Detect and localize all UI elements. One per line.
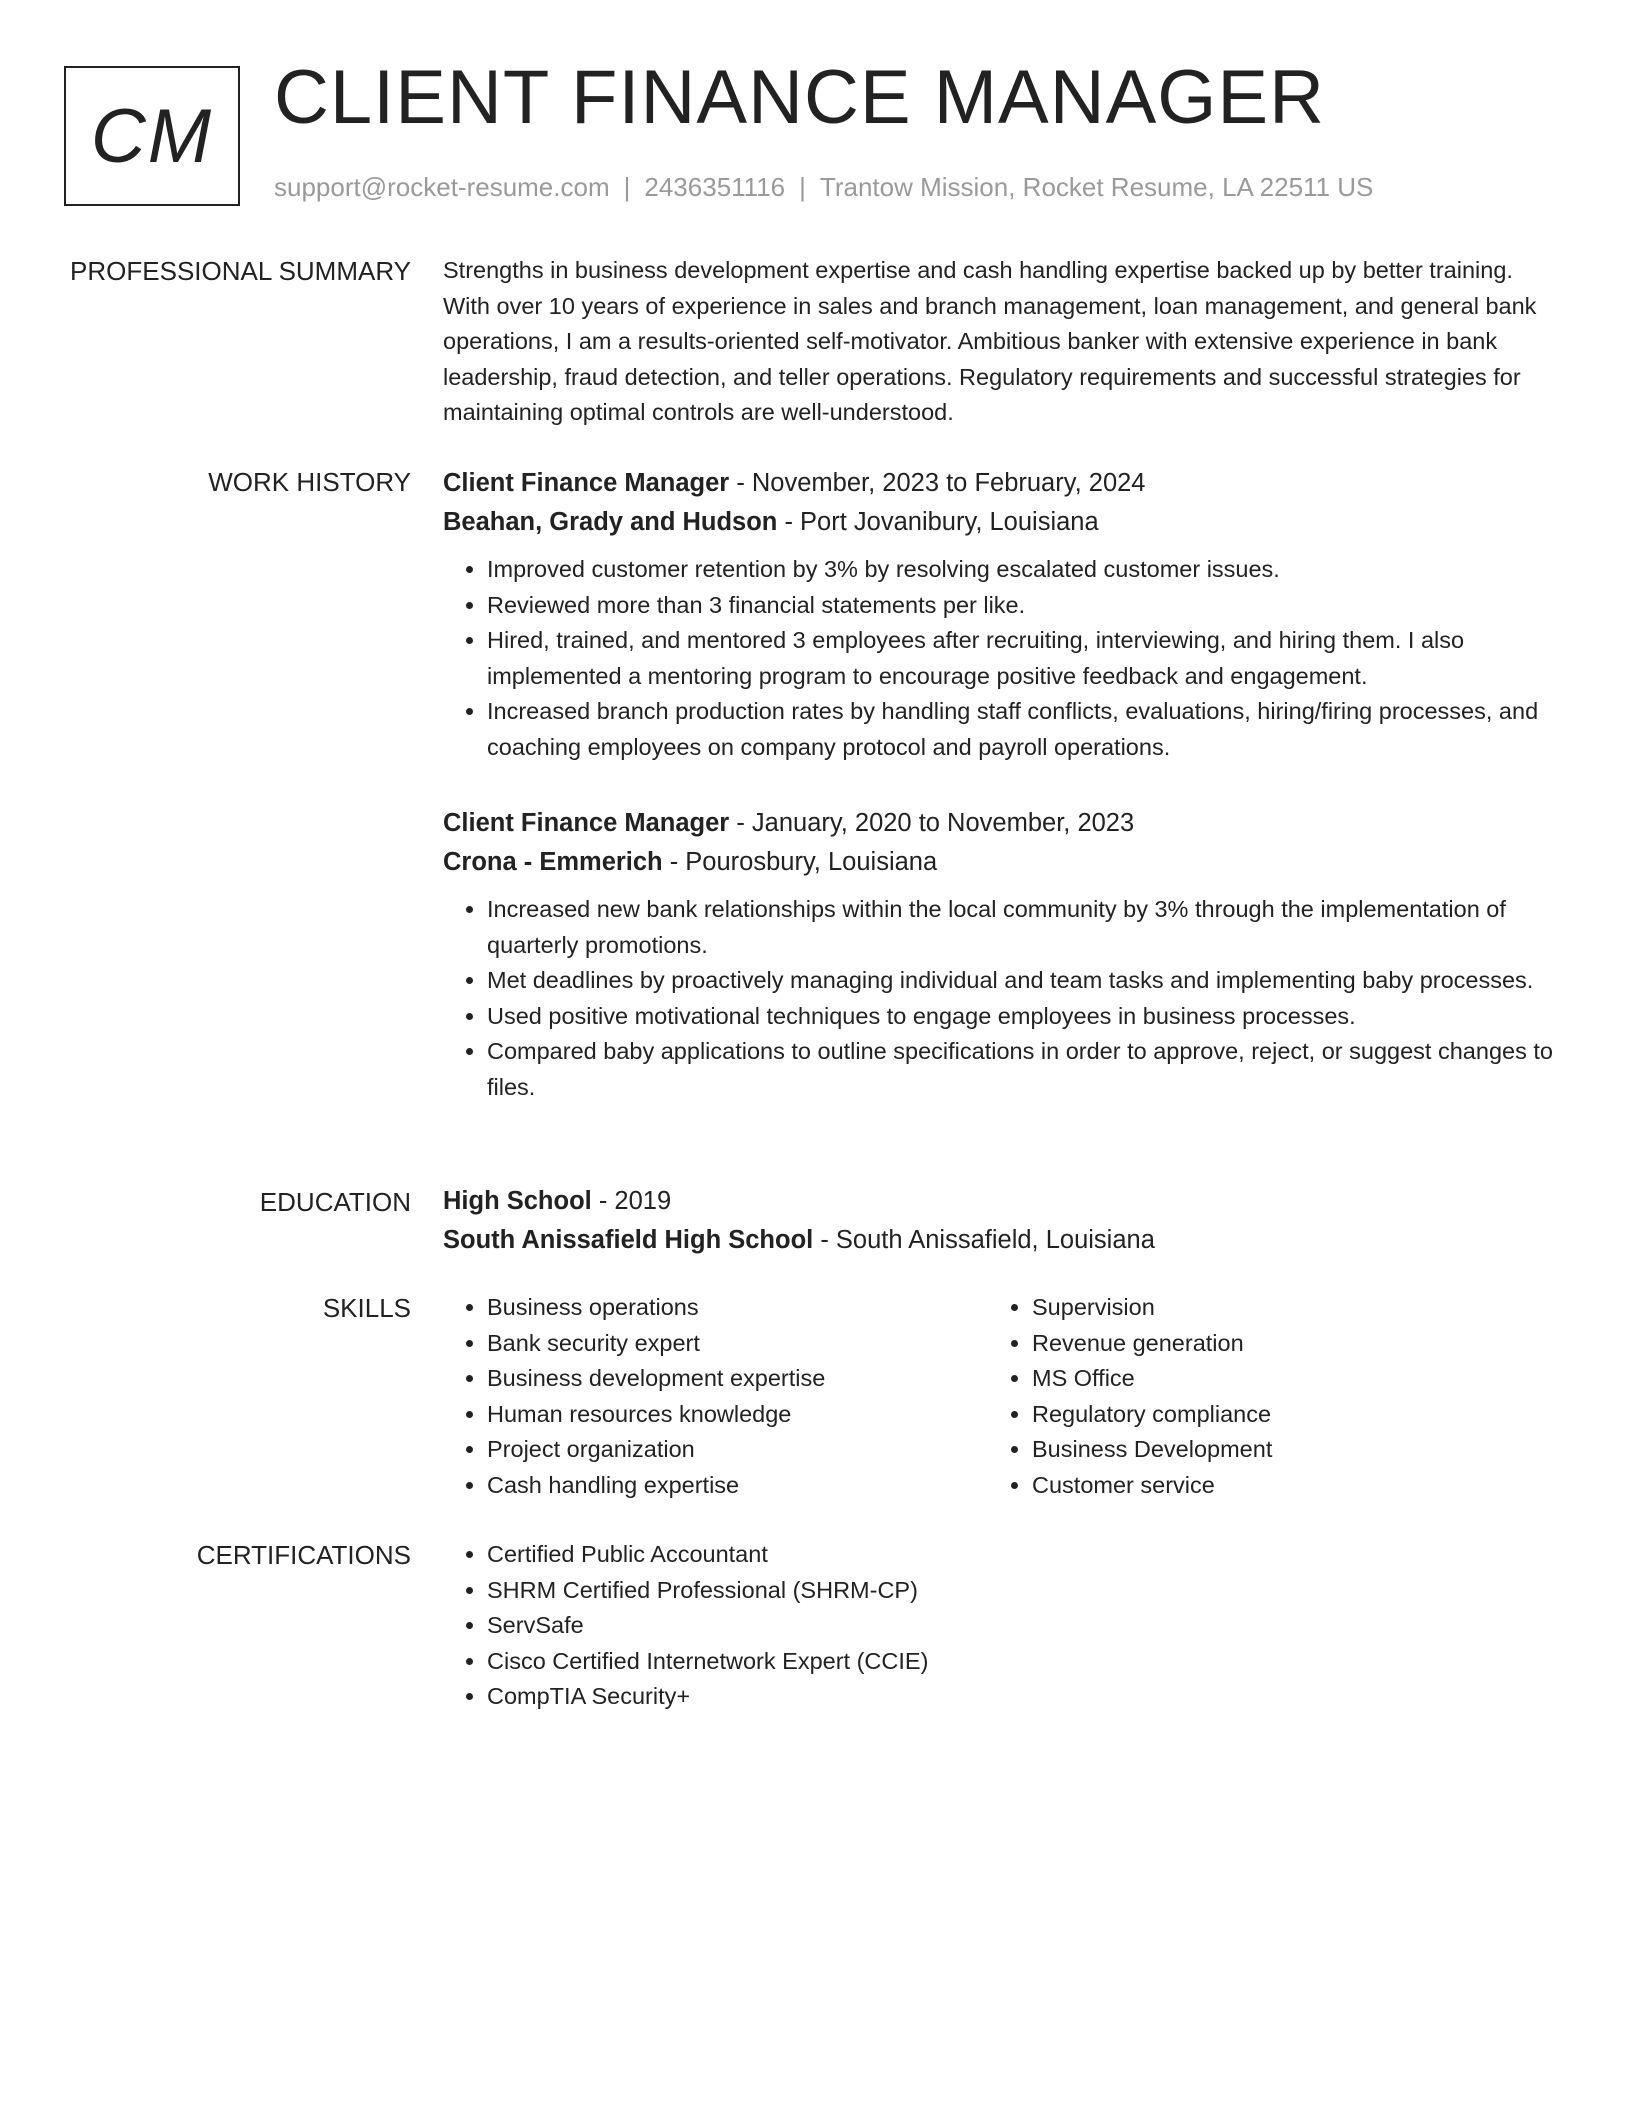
skill-item: • Supervision	[1032, 1290, 1533, 1326]
job-bullet: • Hired, trained, and mentored 3 employees after recruiting, interviewing, and hiring them. I also implemented a mentoring program to encourage positive feedback and engagement.	[487, 623, 1553, 694]
skill-item: • Human resources knowledge	[487, 1397, 988, 1433]
job-bullets	[443, 892, 1553, 1105]
skill-item: • Business Development	[1032, 1432, 1533, 1468]
contact-line	[274, 172, 1373, 203]
job-title-line	[443, 464, 1553, 503]
skill-item: • Cash handling expertise	[487, 1468, 988, 1504]
skill-item: • Bank security expert	[487, 1326, 988, 1362]
job-bullet: • Used positive motivational techniques to engage employees in business processes.	[487, 999, 1553, 1035]
job-bullet: • Met deadlines by proactively managing individual and team tasks and implementing baby processes.	[487, 963, 1553, 999]
job-company: Beahan, Grady and Hudson	[443, 508, 778, 536]
section-label-certifications: CERTIFICATIONS	[196, 1540, 411, 1570]
education-degree: High School	[443, 1187, 592, 1215]
skill-item: • MS Office	[1032, 1361, 1533, 1397]
job-title: Client Finance Manager	[443, 809, 730, 837]
education-location: - South Anissafield, Louisiana	[813, 1226, 1155, 1254]
certification-item: • Cisco Certified Internetwork Expert (CCIE)	[487, 1644, 1553, 1680]
job-dates: - January, 2020 to November, 2023	[729, 809, 1135, 837]
section-label-education: EDUCATION	[259, 1187, 411, 1217]
skill-item: • Customer service	[1032, 1468, 1533, 1504]
certification-item: • Certified Public Accountant	[487, 1537, 1553, 1573]
resume-title: CLIENT FINANCE MANAGER	[274, 55, 1325, 140]
skills-section	[443, 1290, 1553, 1503]
job-bullet: • Improved customer retention by 3% by resolving escalated customer issues.	[487, 552, 1553, 588]
certification-item: • SHRM Certified Professional (SHRM-CP)	[487, 1573, 1553, 1609]
section-label-work-history: WORK HISTORY	[208, 467, 411, 497]
education-entry	[443, 1182, 1553, 1260]
job-company-line	[443, 843, 1553, 882]
job-bullet: • Increased new bank relationships within the local community by 3% through the implementation of quarterly promotions.	[487, 892, 1553, 963]
skill-item: • Business operations	[487, 1290, 988, 1326]
job-location: - Port Jovanibury, Louisiana	[777, 508, 1099, 536]
job-bullet: • Reviewed more than 3 financial statements per like.	[487, 588, 1553, 624]
certification-item: • CompTIA Security+	[487, 1679, 1553, 1715]
job-dates: - November, 2023 to February, 2024	[729, 469, 1146, 497]
education-school: South Anissafield High School	[443, 1226, 814, 1254]
section-label-summary: PROFESSIONAL SUMMARY	[70, 256, 411, 286]
job-title: Client Finance Manager	[443, 469, 730, 497]
contact-address: Trantow Mission, Rocket Resume, LA 22511 US	[819, 172, 1374, 202]
job-entry	[443, 464, 1553, 765]
job-entry	[443, 804, 1553, 1105]
summary-section	[443, 253, 1553, 431]
monogram-badge: CM	[64, 66, 240, 206]
skills-column-right	[988, 1290, 1533, 1503]
skill-item: • Project organization	[487, 1432, 988, 1468]
contact-separator: |	[799, 172, 806, 202]
contact-phone[interactable]: 2436351116	[644, 172, 786, 202]
skill-item: • Regulatory compliance	[1032, 1397, 1533, 1433]
job-bullet: • Compared baby applications to outline specifications in order to approve, reject, or suggest changes to files.	[487, 1034, 1553, 1105]
job-company-line	[443, 503, 1553, 542]
skill-item: • Revenue generation	[1032, 1326, 1533, 1362]
contact-separator: |	[623, 172, 631, 202]
skill-item: • Business development expertise	[487, 1361, 988, 1397]
education-school-line	[443, 1221, 1553, 1260]
education-year: - 2019	[591, 1187, 672, 1215]
job-bullets	[443, 552, 1553, 765]
job-company: Crona - Emmerich	[443, 848, 663, 876]
job-title-line	[443, 804, 1553, 843]
job-bullet: • Increased branch production rates by handling staff conflicts, evaluations, hiring/firing processes, and coaching employees on company protocol and payroll operations.	[487, 694, 1553, 765]
certification-item: • ServSafe	[487, 1608, 1553, 1644]
contact-email[interactable]: support@rocket-resume.com	[274, 172, 610, 202]
skills-column-left	[443, 1290, 988, 1503]
education-degree-line	[443, 1182, 1553, 1221]
summary-text: Strengths in business development expertise and cash handling expertise backed up by better training. With over 10 years of experience in sales and branch management, loan management, and general bank operations, I am a results-oriented self-motivator. Ambitious banker with extensive experience in bank leadership, fraud detection, and teller operations. Regulatory requirements and successful strategies for maintaining optimal controls are well-understood.	[443, 257, 1537, 425]
certifications-section	[443, 1537, 1553, 1715]
section-label-skills: SKILLS	[322, 1293, 411, 1323]
job-location: - Pourosbury, Louisiana	[662, 848, 938, 876]
